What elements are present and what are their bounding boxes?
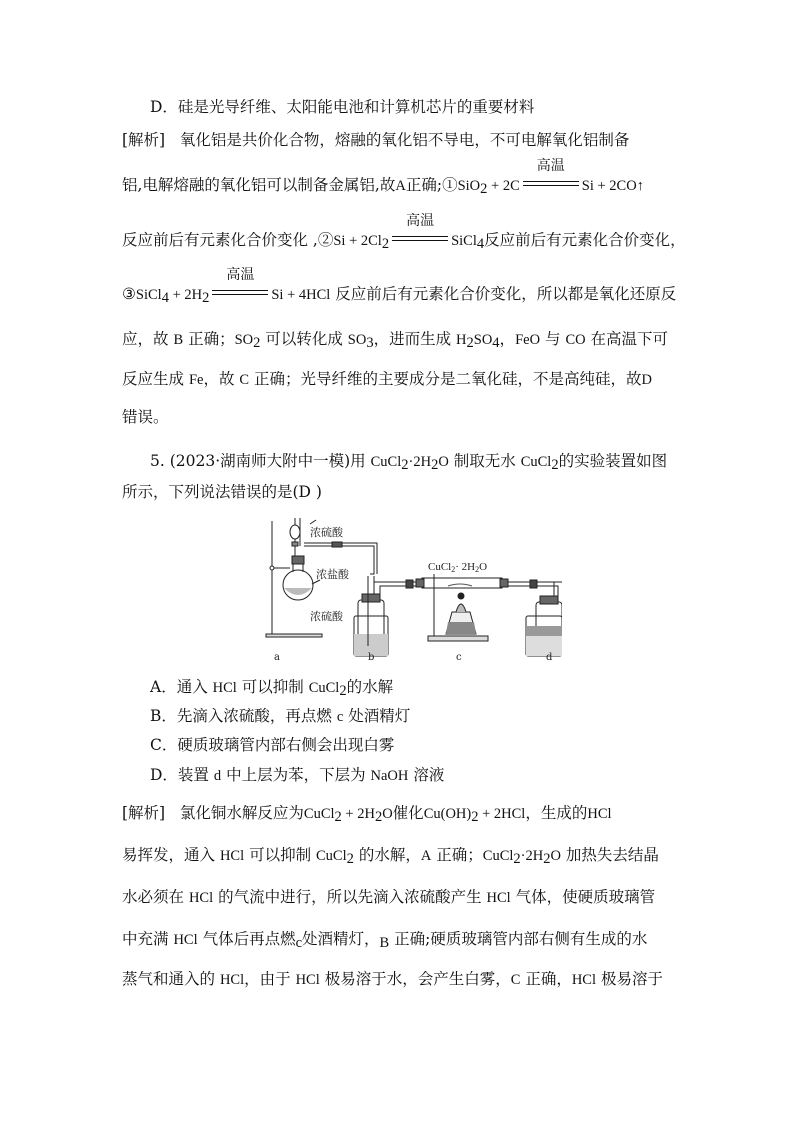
prev-option-d: D．硅是光导纤维、太阳能电池和计算机芯片的重要材料	[150, 98, 535, 116]
analysis2-line5: 蒸气和通入的 HCl，由于 HCl 极易溶于水，会产生白雾，C 正确，HCl 极易溶于	[122, 970, 663, 988]
dropping-funnel	[290, 518, 300, 556]
analysis2-line4: 中充满 HCl 气体后再点燃$_c$处酒精灯，$_B$ 正确;硬质玻璃管内部右侧有生成的水	[122, 930, 648, 951]
reaction-arrow-high-temp: 高温	[392, 231, 448, 247]
label-c: c	[456, 652, 462, 663]
analysis2-line2: 易挥发，通入 HCl 可以抑制 CuCl$_2$ 的水解，A 正确；$CuCl_2\cdot 2H_2O$ 加热失去结晶	[122, 846, 659, 867]
analysis2-line3: 水必须在 HCl 的气流中进行，所以先滴入浓硫酸产生 HCl 气体，使硬质玻璃管	[122, 888, 656, 906]
reaction-arrow-high-temp: 高温	[523, 176, 579, 192]
analysis-tag: [解析]	[122, 804, 166, 822]
question5-line2: 所示，下列说法错误的是(D )	[122, 483, 322, 501]
label-conc-hcl: 浓盐酸	[316, 568, 349, 581]
option-c: C．硬质玻璃管内部右侧会出现白雾	[150, 736, 395, 754]
label-d: d	[546, 652, 553, 663]
bottle-b	[354, 576, 388, 656]
option-b: B．先滴入浓硫酸，再点燃 c 处酒精灯	[150, 707, 411, 725]
analysis1-line5: 应，故 B 正确；$SO_2$ 可以转化成 $SO_3$，进而生成 $H_2SO_4$，FeO 与 CO 在高温下可	[122, 330, 669, 351]
alcohol-lamp	[446, 593, 476, 634]
analysis1-line2: 铝,电解熔融的氧化铝可以制备金属铝,故A正确;①SiO$_2$ + 2C 高温 Si + 2CO↑	[122, 158, 644, 197]
analysis-tag: [解析]	[122, 131, 166, 149]
label-conc-sulfuric-b: 浓硫酸	[310, 610, 343, 623]
option-a: A．通入 HCl 可以抑制 CuCl$_2$的水解	[150, 678, 394, 699]
label-cucl2-h2o: CuCl2· 2H2O	[428, 561, 488, 574]
question5-line1: 5. (2023·湖南师大附中一模)用 $CuCl_2\cdot 2H_2O$ 制取无水 CuCl$_2$的实验装置如图	[150, 452, 668, 473]
analysis1-line4: ③SiCl$_4$ + $2H_2$ 高温 Si + 4HCl 反应前后有元素化合价变化，所以都是氧化还原反	[122, 267, 677, 306]
analysis1-line6: 反应生成 Fe，故 C 正确；光导纤维的主要成分是二氧化硅，不是高纯硅，故D	[122, 370, 653, 388]
label-conc-sulfuric-top: 浓硫酸	[310, 526, 343, 539]
analysis2-line1: [解析] 氯化铜水解反应为CuCl$_2$ + $2H_2O$催化$Cu(OH)_2 + 2HCl$，生成的HCl	[122, 804, 612, 825]
analysis1-line3: 反应前后有元素化合价变化 ,②Si + $2Cl_2$ 高温 SiCl$_4$反应前后有元素化合价变化，	[122, 213, 686, 252]
analysis1-line7: 错误。	[122, 408, 169, 426]
analysis1-line1: [解析] 氧化铝是共价化合物，熔融的氧化铝不导电，不可电解氧化铝制备	[122, 131, 630, 149]
reaction-arrow-high-temp: 高温	[212, 285, 268, 301]
bottle-d	[526, 596, 562, 656]
hard-glass-tube	[416, 578, 508, 588]
label-a: a	[274, 652, 280, 663]
lab-apparatus-figure	[262, 516, 562, 664]
tube-c-d	[508, 580, 562, 598]
label-b: b	[368, 652, 375, 663]
tube-b-c	[374, 578, 422, 594]
option-d: D．装置 d 中上层为苯，下层为 NaOH 溶液	[150, 766, 445, 784]
